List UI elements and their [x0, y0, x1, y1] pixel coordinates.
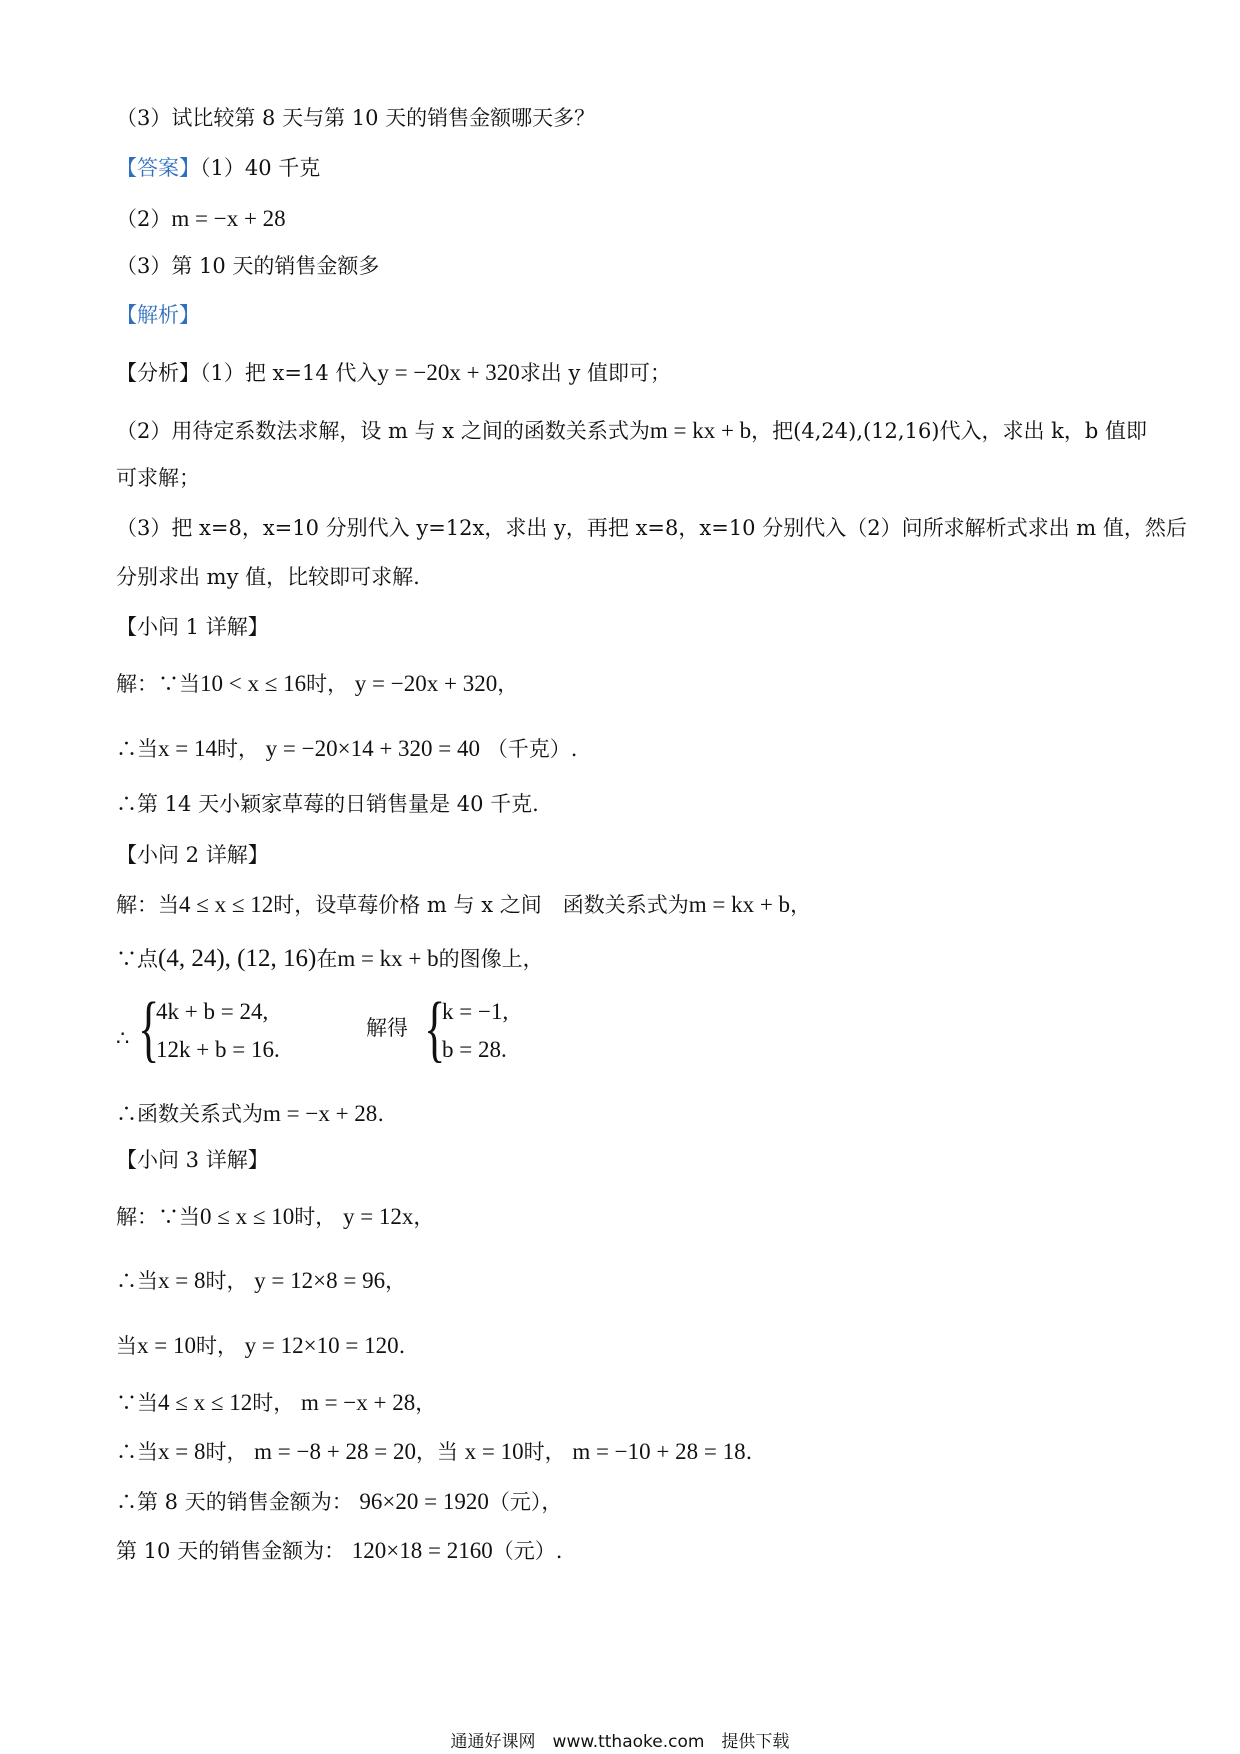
- sub1-line-3: ∴第 14 天小颖家草莓的日销售量是 40 千克.: [116, 792, 539, 816]
- sub1-title: 【小问 1 详解】: [116, 615, 269, 639]
- sub2-line-2: ∵点(4, 24), (12, 16)在m = kx + b的图像上，: [116, 945, 544, 972]
- fenxi-line-4: （3）把 x=8，x=10 分别代入 y=12x，求出 y，再把 x=8，x=10 分别代入（2）问所求解析式求出 m 值，然后: [116, 516, 1187, 540]
- answer-line-2: （2）m = −x + 28: [116, 206, 286, 231]
- system-1-row-1: 4k + b = 24,: [156, 999, 269, 1024]
- sub3-title: 【小问 3 详解】: [116, 1148, 269, 1172]
- fenxi-line-5: 分别求出 my 值，比较即可求解.: [116, 565, 420, 589]
- sub3-line-6: ∴第 8 天的销售金额为： 96×20 = 1920（元），: [116, 1489, 563, 1514]
- sub3-line-2: ∴当x = 8时， y = 12×8 = 96，: [116, 1268, 407, 1293]
- sub3-line-5: ∴当x = 8时， m = −8 + 28 = 20，当 x = 10时， m = −10 + 28 = 18.: [116, 1439, 753, 1464]
- fenxi-line-2: （2）用待定系数法求解，设 m 与 x 之间的函数关系式为m = kx + b，把(4,24),(12,16)代入，求出 k，b 值即: [116, 418, 1148, 443]
- answer-tag: 【答案】: [116, 156, 200, 180]
- answer-line-1: 【答案】（1）40 千克: [116, 156, 321, 180]
- system-1-row-2: 12k + b = 16.: [156, 1037, 280, 1062]
- fenxi-formula: y = −20x + 320: [377, 360, 520, 385]
- analysis-tag: 【解析】: [116, 303, 200, 327]
- system-2-row-2: b = 28.: [442, 1037, 507, 1062]
- therefore-symbol: ∴: [116, 1026, 130, 1050]
- answer-line-3: （3）第 10 天的销售金额多: [116, 254, 380, 278]
- sub1-line-1: 解：∵当10 < x ≤ 16时， y = −20x + 320，: [116, 671, 519, 696]
- sub2-title: 【小问 2 详解】: [116, 843, 269, 867]
- right-system-brace: {: [424, 988, 446, 1070]
- answer-2-formula: m = −x + 28: [171, 206, 286, 231]
- sub1-line-2: ∴当x = 14时， y = −20×14 + 320 = 40 （千克）.: [116, 736, 578, 761]
- sub2-line-1: 解：当4 ≤ x ≤ 12时，设草莓价格 m 与 x 之间 函数关系式为m = kx + b，: [116, 892, 812, 917]
- solve-label: 解得: [366, 1016, 408, 1040]
- question-3: （3）试比较第 8 天与第 10 天的销售金额哪天多？: [116, 106, 596, 130]
- sub3-line-4: ∵当4 ≤ x ≤ 12时， m = −x + 28，: [116, 1390, 437, 1415]
- fenxi-line-3: 可求解；: [116, 466, 200, 490]
- sub2-line-4: ∴函数关系式为m = −x + 28.: [116, 1101, 384, 1126]
- page-footer: 通通好课网 www.tthaoke.com 提供下载: [450, 1732, 790, 1752]
- sub3-line-3: 当x = 10时， y = 12×10 = 120.: [116, 1333, 406, 1358]
- system-2-row-1: k = −1,: [442, 999, 509, 1024]
- fenxi-line-1: 【分析】（1）把 x=14 代入y = −20x + 320求出 y 值即可；: [116, 360, 672, 385]
- sub3-line-7: 第 10 天的销售金额为： 120×18 = 2160（元）.: [116, 1538, 563, 1563]
- sub3-line-1: 解：∵当0 ≤ x ≤ 10时， y = 12x，: [116, 1204, 435, 1229]
- left-brace: {: [138, 988, 160, 1070]
